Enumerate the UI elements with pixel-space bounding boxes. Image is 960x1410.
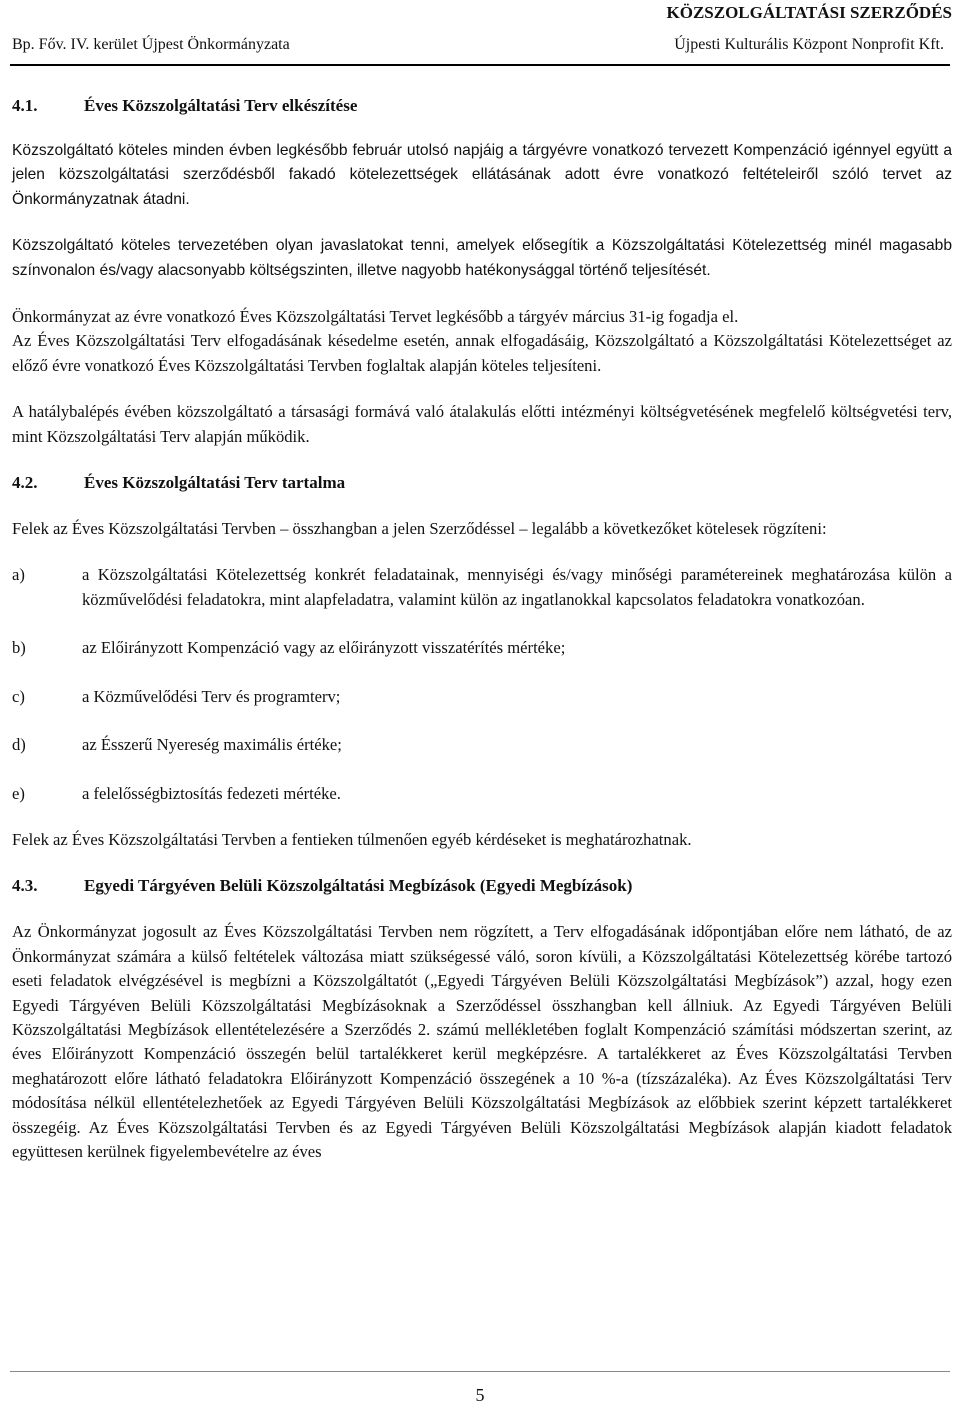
list-label: d) (12, 735, 26, 755)
list-text: az Ésszerű Nyereség maximális értéke; (82, 735, 342, 755)
list-item (12, 733, 952, 757)
document-title: KÖZSZOLGÁLTATÁSI SZERZŐDÉS (666, 3, 952, 22)
list-label: c) (12, 686, 25, 706)
section-4-2-heading (12, 471, 952, 495)
paragraph: Közszolgáltató köteles tervezetében olyan javaslatokat tenni, amelyek elősegítik a Közszolgáltatási Kötelezettség minél magasabb színvonalon és/vagy alacsonyabb költségszinten, illetve nagyobb hatékonysággal történő teljesítését. (12, 237, 952, 279)
paragraph: Közszolgáltató köteles minden évben legkésőbb február utolsó napjáig a tárgyévre vonatkozó tervezett Kompenzáció igénnyel együtt a jelen közszolgáltatási szerződésből fakadó kötelezettségek ellátásának adott évre vonatkozó feltételeiről szóló tervet az Önkormányzatnak átadni. (12, 142, 952, 208)
party-right: Újpesti Kulturális Központ Nonprofit Kft. (674, 36, 944, 53)
header-divider (10, 64, 950, 66)
list-text: a Közszolgáltatási Kötelezettség konkrét feladatainak, mennyiségi és/vagy minőségi paramétereinek meghatározása külön a közművelődési feladatokra, mint alapfeladatra, valamint külön az ingatlanokkal kapcsolatos feladatokra vonatkozóan. (82, 565, 952, 609)
list-item (12, 636, 952, 660)
list-text: a felelősségbiztosítás fedezeti mértéke. (82, 783, 341, 803)
section-title: Éves Közszolgáltatási Terv elkészítése (84, 96, 358, 115)
list-item (12, 685, 952, 709)
list-label: a) (12, 565, 25, 585)
footer-divider (10, 1371, 950, 1372)
paragraph: Önkormányzat az évre vonatkozó Éves Közszolgáltatási Tervet legkésőbb a tárgyév március 31-ig fogadja el. (12, 307, 739, 327)
list-item (12, 563, 952, 612)
section-4-1-heading (12, 94, 952, 118)
list-label: e) (12, 783, 25, 803)
paragraph: Felek az Éves Közszolgáltatási Tervben a fentieken túlmenően egyéb kérdéseket is meghatározhatnak. (12, 829, 692, 849)
header-parties (12, 34, 944, 56)
party-left: Bp. Főv. IV. kerület Újpest Önkormányzata (12, 36, 290, 53)
section-4-3-heading (12, 874, 952, 898)
section-title: Egyedi Tárgyéven Belüli Közszolgáltatási Megbízások (Egyedi Megbízások) (84, 876, 633, 896)
document-body (12, 94, 952, 1164)
list-item (12, 782, 952, 806)
section-number: 4.1. (12, 96, 38, 115)
paragraph: Az Éves Közszolgáltatási Terv elfogadásának késedelme esetén, annak elfogadásáig, Közszolgáltató a Közszolgáltatási Kötelezettséget az előző évre vonatkozó Éves Közszolgáltatási Tervben foglaltak alapján köteles teljesíteni. (12, 331, 952, 375)
page-number: 5 (475, 1385, 485, 1405)
paragraph: Az Önkormányzat jogosult az Éves Közszolgáltatási Tervben nem rögzített, a Terv elfogadásának időpontjában előre nem látható, de az Önkormányzat számára a külső feltételek változása miatt szükségessé váló, soron kívüli, a Közszolgáltatási Kötelezettség körébe tartozó eseti feladatok elvégzésével is megbízni a Közszolgáltatót („Egyedi Tárgyéven Belüli Közszolgáltatási Megbízások”) azzal, hogy ezen Egyedi Tárgyéven Belüli Közszolgáltatási Megbízásoknak a Szerződéssel összhangban kell állniuk. Az Egyedi Tárgyéven Belüli Közszolgáltatási Megbízások ellentételezésére a Szerződés 2. számú mellékletében foglalt Kompenzáció számítási módszertan szerint, az éves Előirányzott Kompenzáció összegén belül tartalékkeret kerül megképzésre. A tartalékkeret az Éves Közszolgáltatási Tervben meghatározott előre látható feladatokra Előirányzott Kompenzáció összegének a 10 %-a (tízszázaléka). Az Éves Közszolgáltatási Terv módosítása nélkül ellentételezhetőek az Egyedi Tárgyéven Belüli Közszolgáltatási Megbízások az előbbiek szerint képzett tartalékkeret összegéig. Az Éves Közszolgáltatási Tervben és az Egyedi Tárgyéven Belüli Közszolgáltatási Megbízások alapján kiadott feladatok együttesen kerülnek figyelembevételre az éves (12, 922, 952, 1161)
list-label: b) (12, 638, 26, 658)
list-text: az Előirányzott Kompenzáció vagy az előirányzott visszatérítés mértéke; (82, 638, 566, 658)
section-title: Éves Közszolgáltatási Terv tartalma (84, 473, 346, 493)
list-text: a Közművelődési Terv és programterv; (82, 686, 341, 706)
section-number: 4.3. (12, 876, 38, 896)
paragraph: Felek az Éves Közszolgáltatási Tervben – összhangban a jelen Szerződéssel – legalább a következőket kötelesek rögzíteni: (12, 519, 827, 539)
section-number: 4.2. (12, 473, 38, 493)
paragraph: A hatálybalépés évében közszolgáltató a társasági formává való átalakulás előtti intézményi költségvetésének megfelelő költségvetési terv, mint Közszolgáltatási Terv alapján működik. (12, 402, 952, 446)
